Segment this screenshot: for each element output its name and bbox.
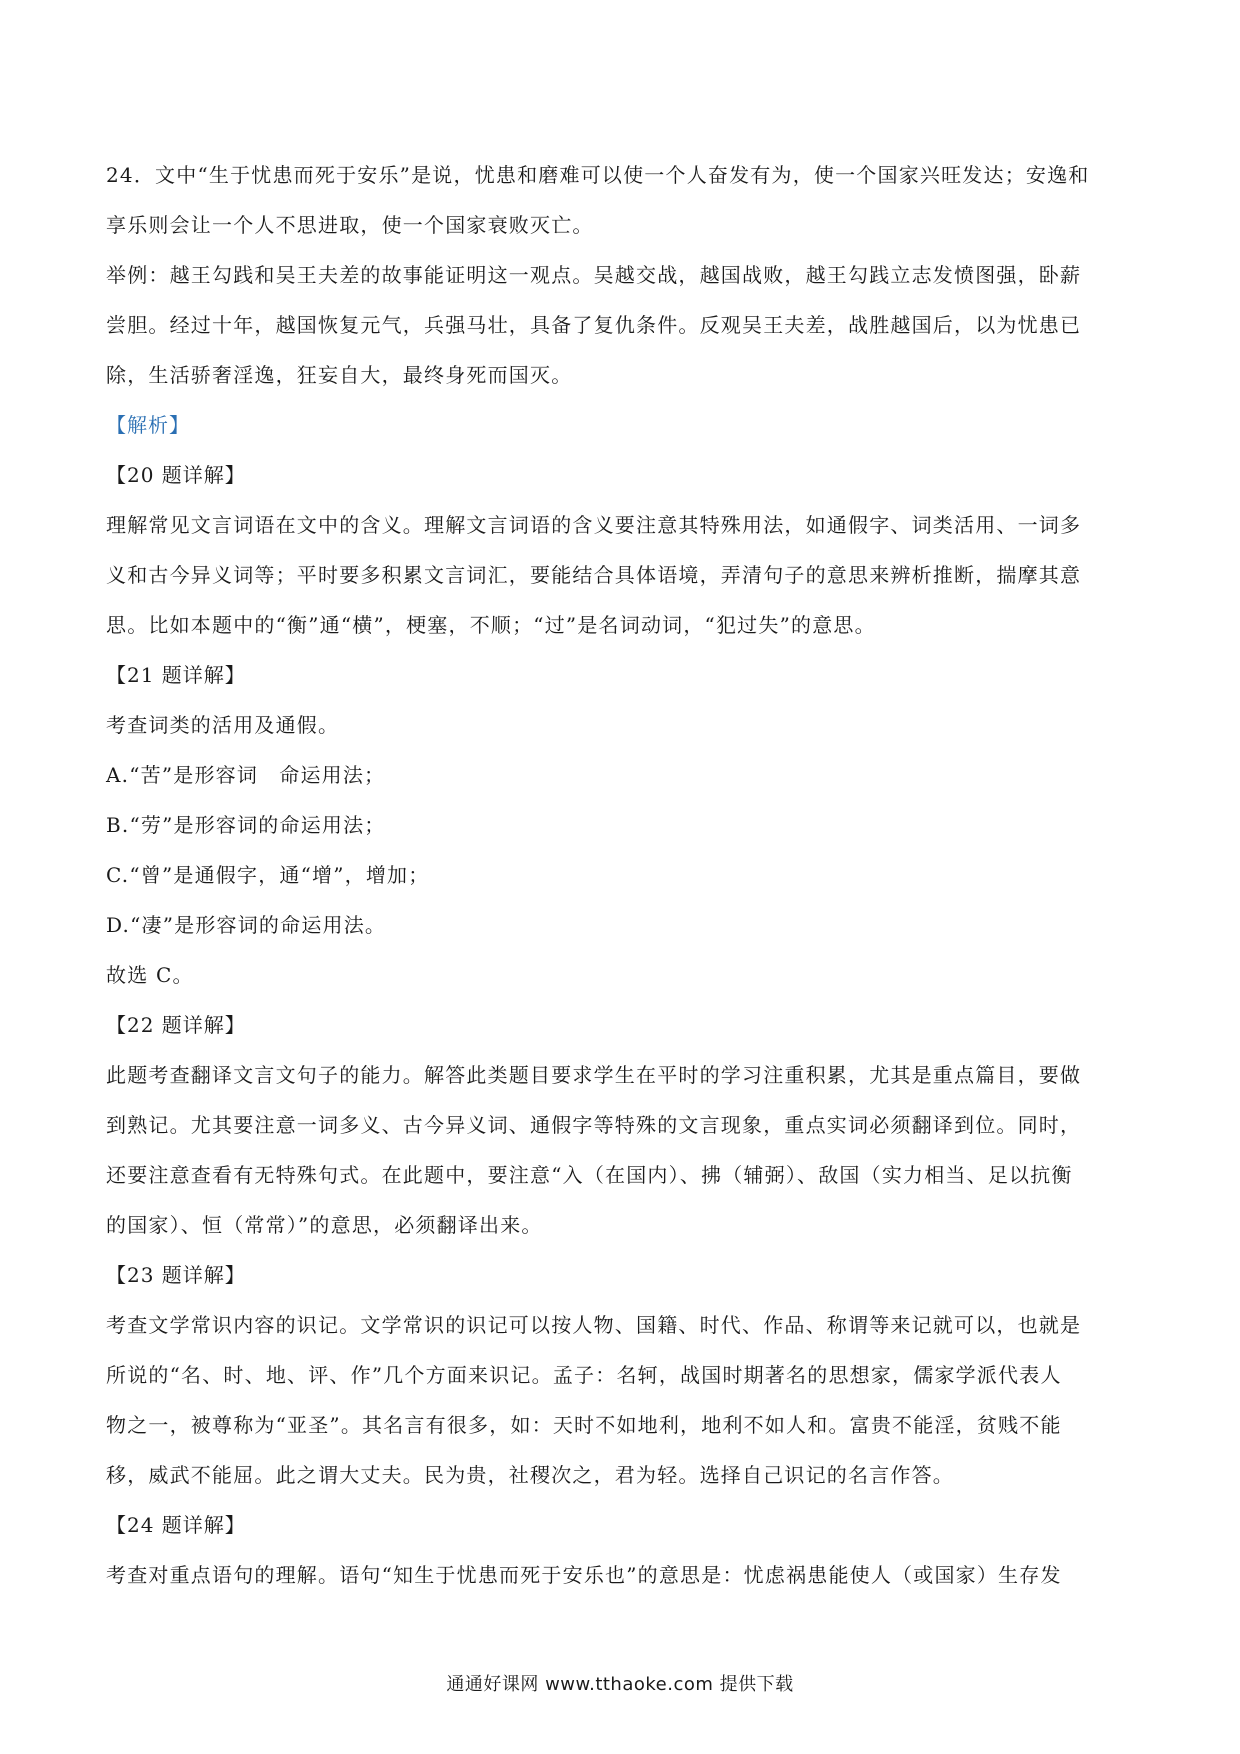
q20-line-1: 理解常见文言词语在文中的含义。理解文言词语的含义要注意其特殊用法，如通假字、词类活用、一词多 — [106, 513, 1082, 537]
q23-heading: 【23 题详解】 — [106, 1263, 246, 1287]
q24-line-1: 考查对重点语句的理解。语句“知生于忧患而死于安乐也”的意思是：忧虑祸患能使人（或国家）生存发 — [106, 1563, 1062, 1587]
q21-intro: 考查词类的活用及通假。 — [106, 713, 340, 737]
q22-line-4: 的国家）、恒（常常）”的意思，必须翻译出来。 — [106, 1213, 543, 1237]
q21-answer: 故选 C。 — [106, 963, 194, 987]
q20-line-3: 思。比如本题中的“衡”通“横”，梗塞，不顺；“过”是名词动词，“犯过失”的意思。 — [106, 613, 876, 637]
q21-option-b: B.“劳”是形容词的命运用法； — [106, 813, 386, 837]
q21-option-a: A.“苦”是形容词 命运用法； — [106, 763, 386, 787]
q20-heading: 【20 题详解】 — [106, 463, 246, 487]
q22-heading: 【22 题详解】 — [106, 1013, 246, 1037]
q22-line-1: 此题考查翻译文言文句子的能力。解答此类题目要求学生在平时的学习注重积累，尤其是重点篇目，要做 — [106, 1063, 1082, 1087]
example-line-2: 尝胆。经过十年，越国恢复元气，兵强马壮，具备了复仇条件。反观吴王夫差，战胜越国后，以为忧患已 — [106, 313, 1082, 337]
q21-heading: 【21 题详解】 — [106, 663, 246, 687]
q23-line-3: 物之一，被尊称为“亚圣”。其名言有很多，如：天时不如地利，地利不如人和。富贵不能淫，贫贱不能 — [106, 1413, 1062, 1437]
page-footer: 通通好课网 www.tthaoke.com 提供下载 — [446, 1674, 794, 1695]
document-body — [106, 150, 1136, 1600]
example-line-1: 举例：越王勾践和吴王夫差的故事能证明这一观点。吴越交战，越国战败，越王勾践立志发愤图强，卧薪 — [106, 263, 1082, 287]
q23-line-1: 考查文学常识内容的识记。文学常识的识记可以按人物、国籍、时代、作品、称谓等来记就可以，也就是 — [106, 1313, 1082, 1337]
example-line-3: 除，生活骄奢淫逸，狂妄自大，最终身死而国灭。 — [106, 363, 573, 387]
q22-line-3: 还要注意查看有无特殊句式。在此题中，要注意“入（在国内）、拂（辅弼）、敌国（实力相当、足以抗衡 — [106, 1163, 1073, 1187]
analysis-heading: 【解析】 — [106, 413, 190, 437]
answer-24-line-2: 享乐则会让一个人不思进取，使一个国家衰败灭亡。 — [106, 213, 594, 237]
q21-option-d: D.“凄”是形容词的命运用法。 — [106, 913, 387, 937]
q22-line-2: 到熟记。尤其要注意一词多义、古今异义词、通假字等特殊的文言现象，重点实词必须翻译到位。同时， — [106, 1113, 1082, 1137]
q23-line-4: 移，威武不能屈。此之谓大丈夫。民为贵，社稷次之，君为轻。选择自己识记的名言作答。 — [106, 1463, 954, 1487]
q21-option-c: C.“曾”是通假字，通“增”，增加； — [106, 863, 430, 887]
answer-24-line-1: 24．文中“生于忧患而死于安乐”是说，忧患和磨难可以使一个人奋发有为，使一个国家兴旺发达；安逸和 — [106, 163, 1090, 187]
q24-heading: 【24 题详解】 — [106, 1513, 246, 1537]
q20-line-2: 义和古今异义词等；平时要多积累文言词汇，要能结合具体语境，弄清句子的意思来辨析推断，揣摩其意 — [106, 563, 1082, 587]
q23-line-2: 所说的“名、时、地、评、作”几个方面来识记。孟子：名轲，战国时期著名的思想家，儒家学派代表人 — [106, 1363, 1062, 1387]
